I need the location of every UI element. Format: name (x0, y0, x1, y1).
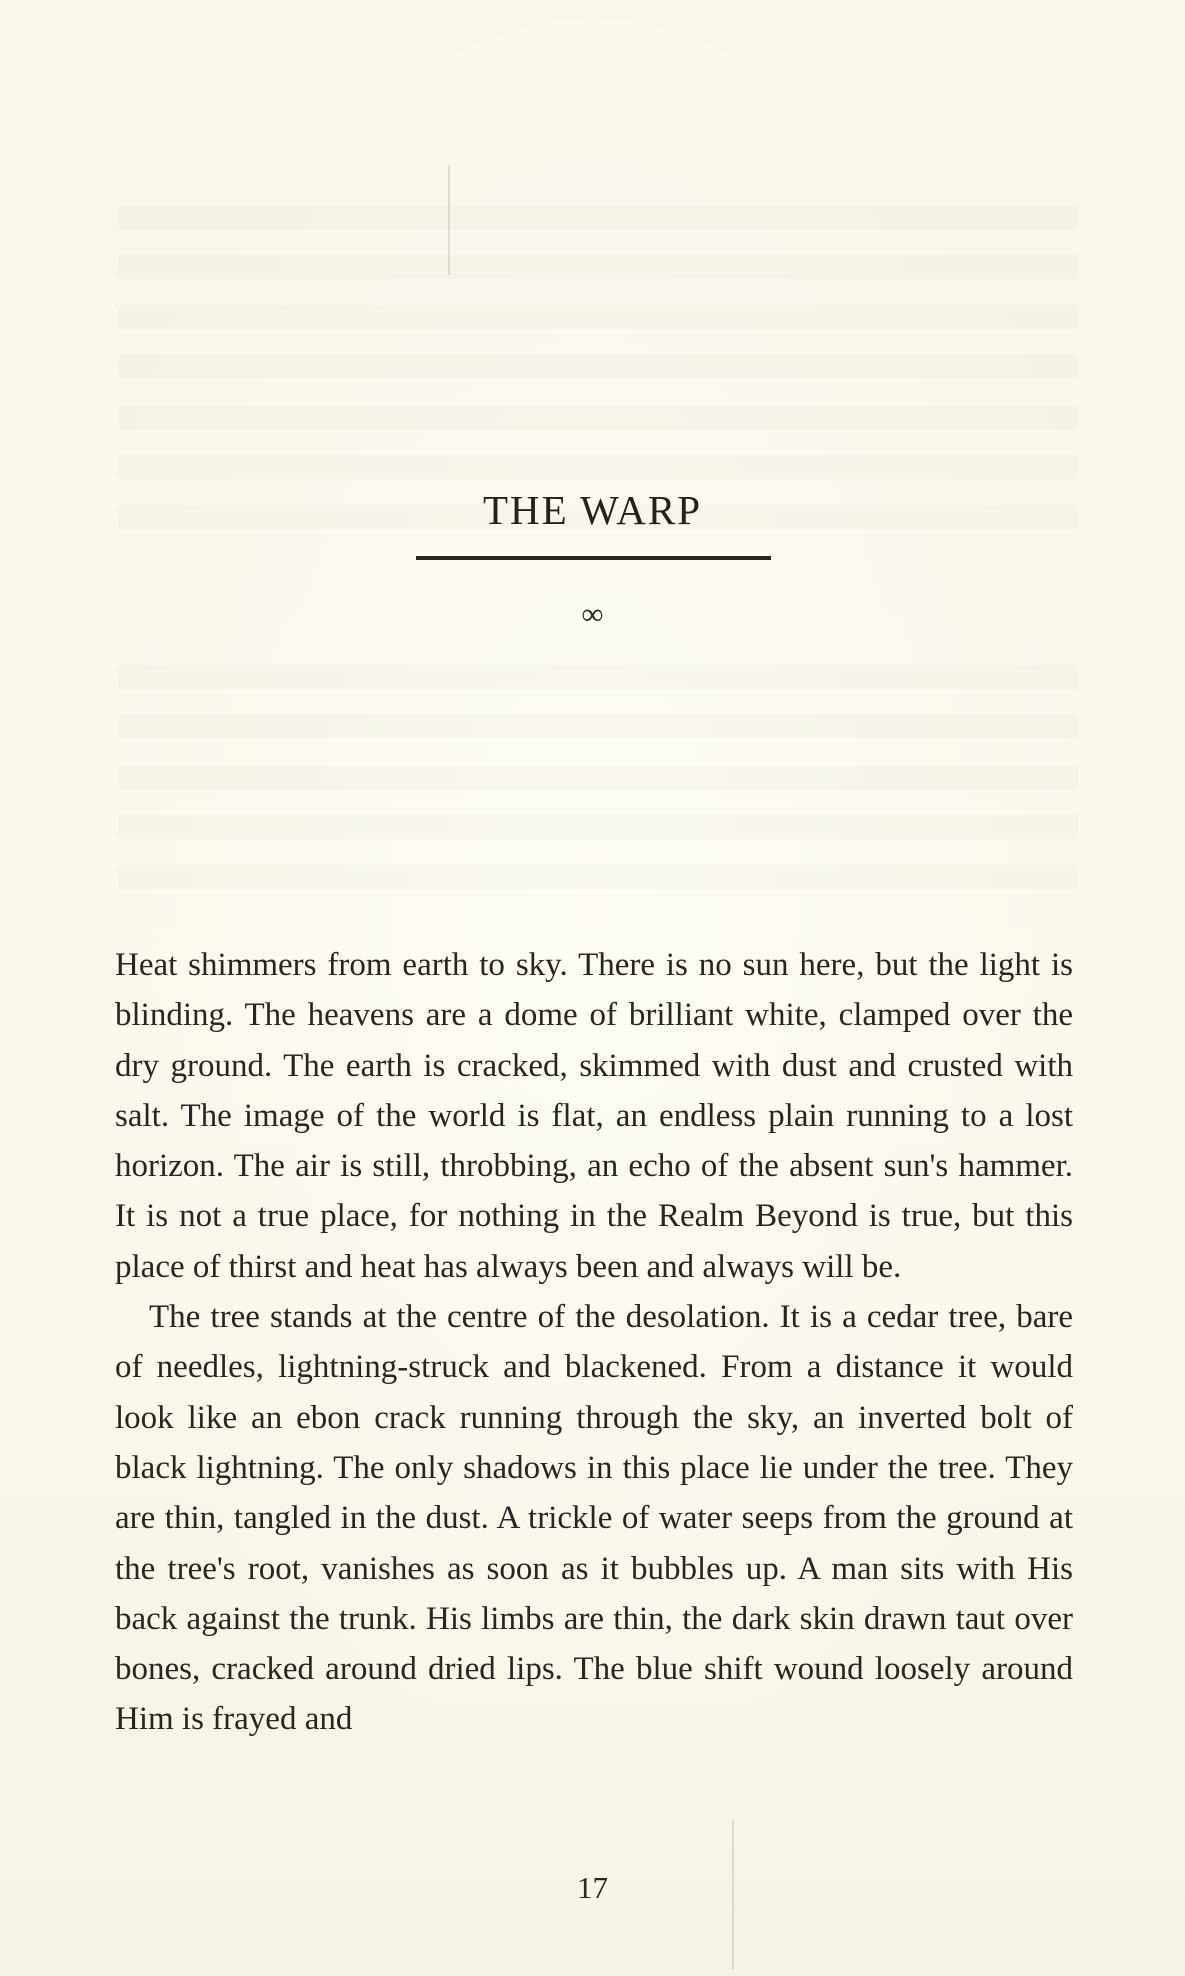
body-text (115, 940, 1073, 1745)
infinity-ornament-icon: ∞ (581, 598, 604, 631)
show-through-line (118, 865, 1078, 889)
paragraph: The tree stands at the centre of the desolation. It is a cedar tree, bare of needles, lightning-struck and blackened. From a distance it would look like an ebon crack running through the sky, an inverted bolt of black lightning. The only shadows in this place lie under the tree. They are thin, tangled in the dust. A trickle of water seeps from the ground at the tree's root, vanishes as soon as it bubbles up. A man sits with His back against the trunk. His limbs are thin, the dark skin drawn taut over bones, cracked around dried lips. The blue shift wound loosely around Him is frayed and (115, 1299, 1073, 1738)
show-through-line (118, 765, 1078, 789)
show-through-line (118, 205, 1078, 229)
show-through-line (118, 355, 1078, 379)
show-through-line (118, 405, 1078, 429)
paragraph: Heat shimmers from earth to sky. There is no sun here, but the light is blinding. The heavens are a dome of brilliant white, clamped over the dry ground. The earth is cracked, skimmed with dust and crusted with salt. The image of the world is flat, an endless plain running to a lost horizon. The air is still, throbbing, an echo of the absent sun's hammer. It is not a true place, for nothing in the Realm Beyond is true, but this place of thirst and heat has always been and always will be. (115, 947, 1073, 1285)
title-rule (416, 556, 771, 560)
paper-crease (448, 165, 450, 275)
show-through-line (118, 815, 1078, 839)
page-number: 17 (577, 1870, 608, 1905)
show-through-line (118, 255, 1078, 279)
chapter-title: THE WARP (482, 487, 703, 533)
show-through-line (118, 455, 1078, 479)
show-through-line (118, 715, 1078, 739)
show-through-line (118, 665, 1078, 689)
show-through-line (118, 305, 1078, 329)
